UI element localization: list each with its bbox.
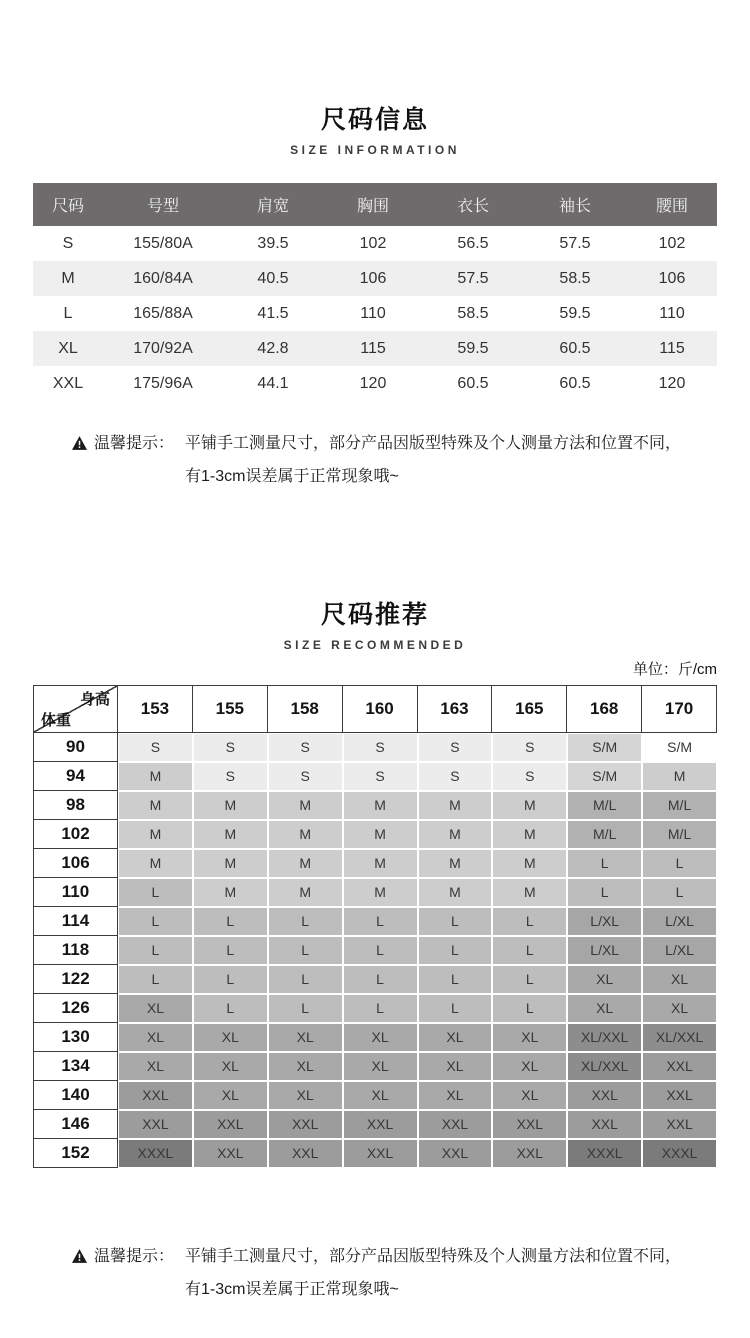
- weight-row-header: 118: [33, 936, 118, 965]
- recommend-size-cell: S: [492, 733, 567, 762]
- recommend-size-cell: M: [418, 791, 493, 820]
- recommend-size-cell: S: [343, 762, 418, 791]
- recommend-size-cell: XXL: [418, 1139, 493, 1168]
- recommend-size-cell: M/L: [567, 791, 642, 820]
- size-info-cell: 44.1: [223, 366, 323, 401]
- unit-label: 单位：斤/cm: [632, 661, 717, 678]
- recommend-row: [33, 1023, 717, 1052]
- size-info-column-header: 尺码: [33, 183, 103, 226]
- recommend-size-cell: M/L: [642, 820, 717, 849]
- measure-tip-2: [72, 1240, 750, 1306]
- size-info-column-header: 袖长: [523, 183, 627, 226]
- size-info-cell: 59.5: [523, 296, 627, 331]
- recommend-size-cell: XL: [567, 994, 642, 1023]
- recommend-size-cell: S: [268, 733, 343, 762]
- recommend-size-cell: XXL: [343, 1110, 418, 1139]
- recommend-size-cell: L: [418, 936, 493, 965]
- weight-row-header: 126: [33, 994, 118, 1023]
- recommend-size-cell: M: [193, 849, 268, 878]
- size-recommend-subtitle: SIZE RECOMMENDED: [283, 638, 467, 652]
- size-info-cell: S: [33, 226, 103, 261]
- recommend-size-cell: XL: [193, 1081, 268, 1110]
- recommend-size-cell: S: [492, 762, 567, 791]
- recommend-size-cell: S/M: [567, 762, 642, 791]
- recommend-size-cell: XXL: [193, 1110, 268, 1139]
- weight-row-header: 102: [33, 820, 118, 849]
- height-column-header: 163: [418, 685, 493, 733]
- tip-text: [185, 1240, 681, 1306]
- tip-line-1: 平铺手工测量尺寸，部分产品因版型特殊及个人测量方法和位置不同，: [185, 435, 682, 452]
- recommend-size-cell: L: [118, 907, 193, 936]
- recommend-row: [33, 791, 717, 820]
- size-info-subtitle: SIZE INFORMATION: [290, 143, 460, 157]
- recommend-size-cell: S/M: [642, 733, 717, 762]
- recommend-size-cell: L/XL: [642, 907, 717, 936]
- recommend-size-cell: XXL: [118, 1110, 193, 1139]
- recommend-size-cell: XXL: [118, 1081, 193, 1110]
- recommend-row: [33, 762, 717, 791]
- recommend-size-cell: XXL: [642, 1081, 717, 1110]
- recommend-size-cell: XL/XXL: [567, 1023, 642, 1052]
- tip-label: 温馨提示：: [94, 435, 175, 452]
- recommend-size-cell: XL: [193, 1052, 268, 1081]
- recommend-size-cell: L: [268, 907, 343, 936]
- size-info-title: 尺码信息: [320, 106, 429, 134]
- recommend-size-cell: XXXL: [642, 1139, 717, 1168]
- recommend-size-cell: L: [343, 965, 418, 994]
- size-info-cell: 106: [323, 261, 423, 296]
- size-info-cell: 175/96A: [103, 366, 223, 401]
- recommend-size-cell: L: [268, 965, 343, 994]
- weight-row-header: 90: [33, 733, 118, 762]
- recommend-size-cell: M: [268, 820, 343, 849]
- recommend-size-cell: M: [492, 878, 567, 907]
- size-info-cell: 106: [627, 261, 717, 296]
- height-column-header: 155: [193, 685, 268, 733]
- recommend-size-cell: XL: [642, 994, 717, 1023]
- recommend-size-cell: S: [418, 762, 493, 791]
- recommend-size-cell: L/XL: [567, 907, 642, 936]
- size-info-cell: 115: [323, 331, 423, 366]
- recommend-size-cell: S: [118, 733, 193, 762]
- size-info-cell: 41.5: [223, 296, 323, 331]
- size-info-row: [33, 296, 717, 331]
- recommend-size-cell: M: [492, 791, 567, 820]
- size-info-cell: XXL: [33, 366, 103, 401]
- size-info-cell: 40.5: [223, 261, 323, 296]
- recommend-size-cell: XL: [118, 1052, 193, 1081]
- size-info-cell: L: [33, 296, 103, 331]
- height-column-header: 170: [642, 685, 717, 733]
- size-info-cell: 160/84A: [103, 261, 223, 296]
- size-info-cell: 170/92A: [103, 331, 223, 366]
- warning-triangle-icon: [72, 436, 87, 450]
- weight-row-header: 94: [33, 762, 118, 791]
- size-info-table-header: [33, 183, 717, 226]
- weight-row-header: 114: [33, 907, 118, 936]
- recommend-size-cell: L: [343, 994, 418, 1023]
- size-info-cell: 60.5: [423, 366, 523, 401]
- recommend-size-cell: L: [193, 994, 268, 1023]
- size-info-table: [33, 183, 717, 401]
- recommend-row: [33, 1139, 717, 1168]
- size-info-header-row: [33, 183, 717, 226]
- recommend-size-cell: M: [118, 849, 193, 878]
- height-axis-label: 身高: [79, 691, 110, 708]
- recommend-size-cell: L: [343, 936, 418, 965]
- size-info-cell: 115: [627, 331, 717, 366]
- recommend-row: [33, 820, 717, 849]
- recommend-size-cell: XL: [343, 1023, 418, 1052]
- recommend-size-cell: XL: [118, 1023, 193, 1052]
- recommend-size-cell: XL: [492, 1081, 567, 1110]
- recommend-size-cell: XL: [642, 965, 717, 994]
- recommend-size-cell: M: [343, 878, 418, 907]
- recommend-size-cell: M/L: [642, 791, 717, 820]
- height-column-header: 158: [268, 685, 343, 733]
- recommend-row: [33, 994, 717, 1023]
- size-info-cell: 58.5: [523, 261, 627, 296]
- recommend-row: [33, 878, 717, 907]
- recommend-size-cell: XXL: [268, 1110, 343, 1139]
- height-column-header: 165: [492, 685, 567, 733]
- recommend-size-cell: L/XL: [642, 936, 717, 965]
- recommend-size-cell: L: [492, 965, 567, 994]
- recommend-size-cell: XXL: [268, 1139, 343, 1168]
- recommend-size-cell: XXL: [418, 1110, 493, 1139]
- recommend-size-cell: M: [118, 820, 193, 849]
- height-column-header: 160: [343, 685, 418, 733]
- recommend-size-cell: XL: [418, 1081, 493, 1110]
- size-info-row: [33, 366, 717, 401]
- recommend-size-cell: S: [418, 733, 493, 762]
- recommend-size-cell: XXXL: [118, 1139, 193, 1168]
- size-info-cell: 110: [627, 296, 717, 331]
- recommend-row: [33, 965, 717, 994]
- size-info-column-header: 腰围: [627, 183, 717, 226]
- measure-tip-1: [72, 427, 750, 493]
- recommend-size-cell: XL: [343, 1081, 418, 1110]
- recommend-size-cell: XL: [268, 1052, 343, 1081]
- height-column-header: 168: [567, 685, 642, 733]
- recommend-size-cell: XXL: [193, 1139, 268, 1168]
- recommend-row: [33, 733, 717, 762]
- weight-row-header: 152: [33, 1139, 118, 1168]
- recommend-size-cell: XXL: [567, 1110, 642, 1139]
- size-info-cell: 120: [627, 366, 717, 401]
- recommend-size-cell: L: [567, 849, 642, 878]
- corner-header-cell: [33, 685, 118, 733]
- size-info-cell: 58.5: [423, 296, 523, 331]
- size-info-cell: M: [33, 261, 103, 296]
- recommend-size-cell: M: [418, 878, 493, 907]
- recommend-size-cell: M: [418, 820, 493, 849]
- recommend-size-cell: XL: [268, 1081, 343, 1110]
- recommend-size-cell: M: [492, 820, 567, 849]
- recommend-size-cell: S: [343, 733, 418, 762]
- tip-line-2: 有1-3cm误差属于正常现象哦~: [185, 1281, 399, 1298]
- recommend-size-cell: M: [118, 791, 193, 820]
- recommend-size-cell: L: [418, 994, 493, 1023]
- recommend-row: [33, 936, 717, 965]
- weight-row-header: 106: [33, 849, 118, 878]
- recommend-size-cell: L: [642, 849, 717, 878]
- size-info-row: [33, 261, 717, 296]
- recommend-size-cell: XXL: [492, 1139, 567, 1168]
- recommend-size-cell: M: [193, 820, 268, 849]
- warning-triangle-icon: [72, 1249, 87, 1263]
- recommend-size-cell: S: [193, 733, 268, 762]
- recommend-size-cell: M: [268, 878, 343, 907]
- recommend-size-cell: XL/XXL: [567, 1052, 642, 1081]
- recommend-size-cell: L: [492, 994, 567, 1023]
- recommend-size-cell: S/M: [567, 733, 642, 762]
- recommend-size-cell: M: [642, 762, 717, 791]
- recommend-size-cell: L: [193, 936, 268, 965]
- size-info-cell: XL: [33, 331, 103, 366]
- size-recommend-table-body: [33, 733, 717, 1168]
- recommend-size-cell: XXL: [492, 1110, 567, 1139]
- size-recommend-table-header: [33, 685, 717, 733]
- size-info-cell: 102: [627, 226, 717, 261]
- recommend-size-cell: XXXL: [567, 1139, 642, 1168]
- recommend-size-cell: XL: [118, 994, 193, 1023]
- weight-row-header: 134: [33, 1052, 118, 1081]
- recommend-size-cell: L: [268, 936, 343, 965]
- recommend-row: [33, 1110, 717, 1139]
- size-info-cell: 42.8: [223, 331, 323, 366]
- recommend-size-cell: M: [268, 791, 343, 820]
- weight-axis-label: 体重: [41, 712, 72, 729]
- recommend-size-cell: S: [193, 762, 268, 791]
- size-info-table-body: [33, 226, 717, 401]
- recommend-size-cell: M: [268, 849, 343, 878]
- tip-label: 温馨提示：: [94, 1248, 175, 1265]
- weight-row-header: 146: [33, 1110, 118, 1139]
- recommend-size-cell: L: [418, 965, 493, 994]
- size-info-cell: 60.5: [523, 331, 627, 366]
- size-info-cell: 120: [323, 366, 423, 401]
- recommend-size-cell: L: [268, 994, 343, 1023]
- height-column-header: 153: [118, 685, 193, 733]
- recommend-size-cell: L: [418, 907, 493, 936]
- recommend-size-cell: XL: [418, 1023, 493, 1052]
- weight-row-header: 130: [33, 1023, 118, 1052]
- recommend-size-cell: L: [118, 878, 193, 907]
- size-info-cell: 57.5: [523, 226, 627, 261]
- recommend-size-cell: XXL: [642, 1110, 717, 1139]
- recommend-size-cell: S: [268, 762, 343, 791]
- size-info-section: [0, 0, 750, 493]
- recommend-size-cell: M: [193, 878, 268, 907]
- weight-row-header: 98: [33, 791, 118, 820]
- size-info-cell: 57.5: [423, 261, 523, 296]
- recommend-size-cell: L: [193, 907, 268, 936]
- recommend-size-cell: XXL: [567, 1081, 642, 1110]
- size-info-cell: 56.5: [423, 226, 523, 261]
- recommend-size-cell: XXL: [343, 1139, 418, 1168]
- tip-line-2: 有1-3cm误差属于正常现象哦~: [185, 468, 399, 485]
- size-info-column-header: 衣长: [423, 183, 523, 226]
- size-recommend-title: 尺码推荐: [320, 601, 429, 629]
- size-info-cell: 39.5: [223, 226, 323, 261]
- size-recommend-header-row: [33, 685, 717, 733]
- recommend-size-cell: M: [193, 791, 268, 820]
- recommend-size-cell: M: [492, 849, 567, 878]
- recommend-row: [33, 1081, 717, 1110]
- recommend-row: [33, 907, 717, 936]
- recommend-size-cell: XL: [567, 965, 642, 994]
- size-info-column-header: 号型: [103, 183, 223, 226]
- size-info-cell: 59.5: [423, 331, 523, 366]
- recommend-row: [33, 1052, 717, 1081]
- size-info-row: [33, 226, 717, 261]
- size-info-column-header: 肩宽: [223, 183, 323, 226]
- size-info-cell: 165/88A: [103, 296, 223, 331]
- recommend-size-cell: L: [492, 936, 567, 965]
- recommend-size-cell: M: [118, 762, 193, 791]
- weight-row-header: 110: [33, 878, 118, 907]
- recommend-size-cell: M/L: [567, 820, 642, 849]
- recommend-size-cell: L: [118, 965, 193, 994]
- recommend-size-cell: M: [343, 791, 418, 820]
- recommend-size-cell: L: [118, 936, 193, 965]
- size-info-cell: 60.5: [523, 366, 627, 401]
- size-recommend-table: [33, 685, 717, 1168]
- recommend-size-cell: M: [343, 849, 418, 878]
- recommend-size-cell: XXL: [642, 1052, 717, 1081]
- recommend-size-cell: L: [343, 907, 418, 936]
- size-info-cell: 155/80A: [103, 226, 223, 261]
- recommend-size-cell: L: [492, 907, 567, 936]
- recommend-row: [33, 849, 717, 878]
- size-info-cell: 110: [323, 296, 423, 331]
- size-info-column-header: 胸围: [323, 183, 423, 226]
- recommend-size-cell: L: [193, 965, 268, 994]
- recommend-size-cell: XL: [268, 1023, 343, 1052]
- recommend-size-cell: L: [642, 878, 717, 907]
- tip-line-1: 平铺手工测量尺寸，部分产品因版型特殊及个人测量方法和位置不同，: [185, 1248, 682, 1265]
- recommend-size-cell: L: [567, 878, 642, 907]
- recommend-size-cell: L/XL: [567, 936, 642, 965]
- recommend-size-cell: XL/XXL: [642, 1023, 717, 1052]
- recommend-size-cell: XL: [492, 1052, 567, 1081]
- recommend-size-cell: XL: [418, 1052, 493, 1081]
- weight-row-header: 140: [33, 1081, 118, 1110]
- weight-row-header: 122: [33, 965, 118, 994]
- recommend-size-cell: XL: [343, 1052, 418, 1081]
- recommend-size-cell: M: [343, 820, 418, 849]
- tip-text: [185, 427, 681, 493]
- recommend-size-cell: XL: [492, 1023, 567, 1052]
- recommend-size-cell: XL: [193, 1023, 268, 1052]
- recommend-size-cell: M: [418, 849, 493, 878]
- size-info-row: [33, 331, 717, 366]
- size-info-cell: 102: [323, 226, 423, 261]
- size-recommend-section: [0, 493, 750, 1306]
